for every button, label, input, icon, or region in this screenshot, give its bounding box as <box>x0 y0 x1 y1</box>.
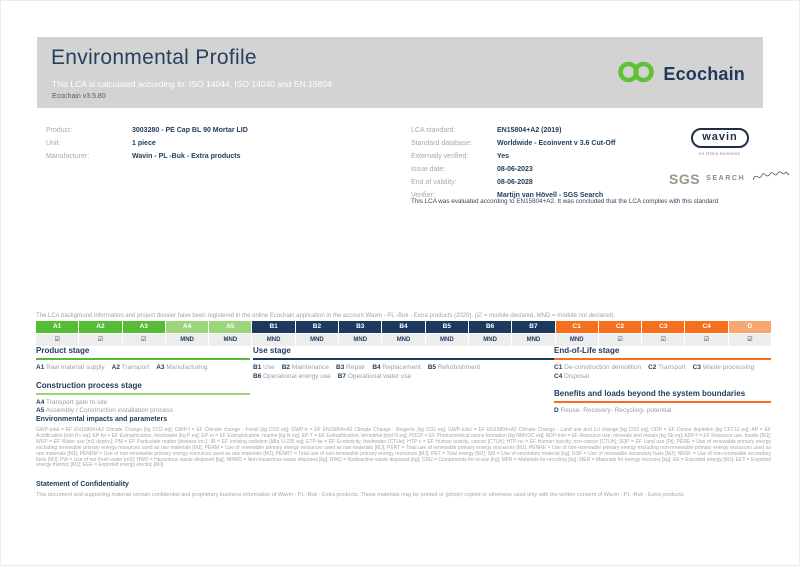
lca-info-block <box>411 127 616 205</box>
info-row <box>411 153 616 161</box>
info-row <box>46 153 248 161</box>
module-status-cell: MND <box>426 334 468 346</box>
module-code-cell: A3 <box>123 321 165 333</box>
end-of-life-heading: End-of-Life stage <box>554 346 771 360</box>
info-label: Externally verified: <box>411 153 469 160</box>
benefits-section <box>554 389 771 416</box>
module-column <box>339 321 381 346</box>
info-value: 3003280 - PE Cap BL 90 Mortar LID <box>132 127 248 134</box>
module-code-cell: B1 <box>252 321 294 333</box>
module-column <box>599 321 641 346</box>
module-status-cell: ☑ <box>642 334 684 346</box>
stage-line <box>36 407 250 416</box>
module-status-cell: MND <box>252 334 294 346</box>
benefits-heading: Benefits and loads beyond the system boundaries <box>554 389 771 403</box>
stage-item: B2 Maintenance <box>281 364 330 371</box>
module-column <box>209 321 251 346</box>
sgs-search-text: SEARCH <box>706 175 746 182</box>
module-code-cell: B2 <box>296 321 338 333</box>
module-status-cell: ☑ <box>123 334 165 346</box>
info-label: Manufacturer: <box>46 153 90 160</box>
module-code-cell: D <box>729 321 771 333</box>
registration-note: The LCA background information and project dossier have been registered in the online Ecochain application in the account Wavin - PL -Buk - Extra products (2020). (☑ = module declared, MND = module not declared). <box>36 313 616 319</box>
stage-item: B1 Use <box>253 364 275 371</box>
impacts-heading: Environmental impacts and parameters <box>36 416 168 423</box>
module-code-cell: A5 <box>209 321 251 333</box>
end-of-life-section <box>554 346 771 381</box>
module-code-cell: A4 <box>166 321 208 333</box>
module-code-cell: B5 <box>426 321 468 333</box>
product-stage-section <box>36 346 250 373</box>
stage-line <box>554 364 771 373</box>
module-column <box>729 321 771 346</box>
info-label: Standard database: <box>411 140 473 147</box>
module-column <box>685 321 727 346</box>
info-label: Unit: <box>46 140 61 147</box>
module-status-cell: ☑ <box>729 334 771 346</box>
module-code-cell: B6 <box>469 321 511 333</box>
stage-item: A1 Raw material supply <box>36 364 105 371</box>
wavin-tagline: An Orbia business. <box>698 151 742 156</box>
stage-item: A5 Assembly / Construction installation process <box>36 407 173 414</box>
info-value: EN15804+A2 (2019) <box>497 127 562 134</box>
module-code-cell: C3 <box>642 321 684 333</box>
stage-item: A2 Transport <box>111 364 150 371</box>
module-column <box>296 321 338 346</box>
end-of-life-items <box>554 364 771 381</box>
info-value: Worldwide - Ecoinvent v 3.6 Cut-Off <box>497 140 616 147</box>
use-stage-items <box>253 364 554 381</box>
module-code-cell: C4 <box>685 321 727 333</box>
info-value: Martijn van Hövell - SGS Search <box>497 192 604 199</box>
stage-item: A4 Transport gate to site <box>36 398 108 406</box>
info-row <box>411 179 616 187</box>
wavin-logo <box>687 127 753 156</box>
info-value: Wavin - PL -Buk - Extra products <box>132 153 241 160</box>
stage-item: D Reuse- Recovery- Recycling- potential <box>554 407 672 414</box>
module-column <box>426 321 468 346</box>
module-code-cell: C2 <box>599 321 641 333</box>
module-status-cell: ☑ <box>685 334 727 346</box>
sgs-search-logo <box>669 167 791 190</box>
module-code-cell: C1 <box>556 321 598 333</box>
info-label: Issue date: <box>411 166 446 173</box>
module-column <box>382 321 424 346</box>
use-stage-column <box>253 346 554 381</box>
info-label: End of validity: <box>411 179 457 186</box>
stage-item: A3 Manufacturing <box>156 364 208 371</box>
module-status-cell: ☑ <box>36 334 78 346</box>
stage-item: B5 Refurbishment <box>427 364 481 371</box>
info-value: 08-06-2023 <box>497 166 533 173</box>
module-status-cell: MND <box>296 334 338 346</box>
construction-stage-section <box>36 381 250 416</box>
construction-stage-items <box>36 399 250 416</box>
module-status-cell: MND <box>339 334 381 346</box>
module-code-cell: A2 <box>79 321 121 333</box>
stage-item: B4 Replacement <box>372 364 421 371</box>
module-status-cell: MND <box>556 334 598 346</box>
module-table <box>36 321 771 346</box>
construction-stage-heading: Construction process stage <box>36 381 250 395</box>
confidentiality-text: This document and supporting material contain confidential and proprietary business information of Wavin - PL -Buk - Extra products. These materials may be printed or (photo) copied or otherwise used only with the written consent of Wavin - PL -Buk - Extra products. <box>36 492 686 498</box>
stage-item: B7 Operational water use <box>337 372 412 380</box>
sgs-logo-text: SGS <box>669 170 701 187</box>
end-of-life-column <box>554 346 771 416</box>
product-stage-column <box>36 346 250 416</box>
confidentiality-heading: Statement of Confidentiality <box>36 481 129 488</box>
header-banner <box>37 37 763 108</box>
info-row <box>411 140 616 148</box>
info-value: 08-06-2028 <box>497 179 533 186</box>
info-value: Yes <box>497 153 510 160</box>
info-row <box>411 166 616 174</box>
impacts-text: GWP-total = EF EN15804+A2 Climate Change [kg CO2 eq]; GWP-f = EF Climate change - Fossil [kg CO2 eq]; GWP-b = EF EN15804+A2 Climate Change - Biogenic [kg CO2 eq]; GWP-luluc = EF EN15804+A2 Climate Change - Land use and LU change [kg CO2 eq]; ODP = EF Ozone depletion [kg CFC11 eq]; AP = EF Acidification [mol H+ eq]; EP-fw = EF Eutrophication, freshwater [kg P eq]; EP-m = EF Eutrophication, marine [kg N eq]; EP-T = EF Eutrophication, terrestrial [mol N eq]; POCP = EF Photochemical ozone formation [kg NMVOC eq]; ADP-mm = EF Resource use, minerals and metals [kg Sb eq]; ADP-f = EF Resource use, fossils [MJ]; WDP = EF Water use [m3 depriv.]; PM = EF Particulate matter [disease inc.]; IR = EF Ionising radiation [kBq U-235 eq]; ETP-fw = EF Ecotoxicity, freshwater [CTUe]; HTP-c = EF Human toxicity, cancer [CTUh]; HTP-nc = EF Human toxicity, non-cancer [CTUh]; SQP = EF Land use [Pt]; PERE = Use of renewable primary energy excluding renewable primary energy resources used as raw materials [MJ]; PERM = Use of renewable primary energy resources used as raw materials [MJ]; PERT = Total use of renewable primary energy resources [MJ]; PENRE = Use of non-renewable primary energy excluding non-renewable primary energy resources used as raw materials [MJ]; PENRM = Use of non-renewable primary energy resources used as raw materials [MJ]; PENRT = Total use of non-renewable primary energy resources [MJ]; PET = Total energy [MJ]; SM = Use of secondary material [kg]; RSF = Use of renewable secondary fuels [MJ]; NRSF = Use of non-renewable secondary fuels [MJ]; FW = Use of net fresh water [m3]; HWD = Hazardous waste disposed [kg]; NHWD = Non-hazardous waste disposed [kg]; RWD = Radioactive waste disposed [kg]; CRU = Components for re-use [kg]; MFR = Materials for recycling [kg]; MER = Materials for energy recovery [kg]; EE = Exported energy [MJ]; EET = Exported energy thermic [MJ]; EEE = Exported energy electric [MJ] <box>36 427 771 469</box>
module-status-cell: MND <box>166 334 208 346</box>
ecochain-logo <box>616 60 745 89</box>
module-status-cell: ☑ <box>79 334 121 346</box>
module-column <box>79 321 121 346</box>
info-value: 1 piece <box>132 140 156 147</box>
module-column <box>123 321 165 346</box>
info-row <box>46 127 248 135</box>
ecochain-chain-icon <box>616 60 656 89</box>
stage-line <box>36 399 250 408</box>
lca-standard-subtitle: This LCA is calculated according to: ISO 14044, ISO 14040 and EN 15804 <box>52 79 332 89</box>
ecochain-version: Ecochain v3.5.80 <box>52 93 106 100</box>
info-label: Verifier: <box>411 192 435 199</box>
module-code-cell: B3 <box>339 321 381 333</box>
module-column <box>252 321 294 346</box>
info-row <box>411 127 616 135</box>
ecochain-logo-text: Ecochain <box>663 64 745 84</box>
evaluation-note: This LCA was evaluated according to EN15804+A2. It was concluded that the LCA complies with this standard <box>411 198 719 205</box>
stage-item: C4 Disposal <box>554 372 590 380</box>
product-stage-items <box>36 364 250 373</box>
info-row <box>46 140 248 148</box>
product-stage-heading: Product stage <box>36 346 250 360</box>
info-label: Product: <box>46 127 73 134</box>
module-column <box>512 321 554 346</box>
module-status-cell: MND <box>512 334 554 346</box>
stage-line <box>554 373 771 382</box>
product-info-block <box>46 127 248 166</box>
page-title: Environmental Profile <box>51 46 257 69</box>
stage-item: C2 Transport <box>648 364 686 371</box>
module-code-cell: A1 <box>36 321 78 333</box>
wavin-logo-text: wavin <box>691 128 749 148</box>
stage-item: C1 De-construction demolition <box>554 364 642 371</box>
module-code-cell: B7 <box>512 321 554 333</box>
use-stage-section <box>253 346 554 381</box>
stage-item: C3 Waste processing <box>692 364 755 371</box>
stage-line <box>36 364 250 373</box>
use-stage-heading: Use stage <box>253 346 554 360</box>
module-status-cell: MND <box>382 334 424 346</box>
module-column <box>642 321 684 346</box>
module-status-cell: ☑ <box>599 334 641 346</box>
verifier-signature-icon <box>751 167 791 190</box>
stage-item: B6 Operational energy use <box>253 372 331 380</box>
stage-line <box>554 407 771 416</box>
module-status-cell: MND <box>209 334 251 346</box>
info-label: LCA standard: <box>411 127 456 134</box>
stage-line <box>253 364 554 373</box>
benefits-items <box>554 407 771 416</box>
stage-item: B3 Repair <box>336 364 366 371</box>
module-column <box>469 321 511 346</box>
module-code-cell: B4 <box>382 321 424 333</box>
module-column <box>556 321 598 346</box>
module-status-cell: MND <box>469 334 511 346</box>
module-column <box>166 321 208 346</box>
stage-line <box>253 373 554 382</box>
module-column <box>36 321 78 346</box>
